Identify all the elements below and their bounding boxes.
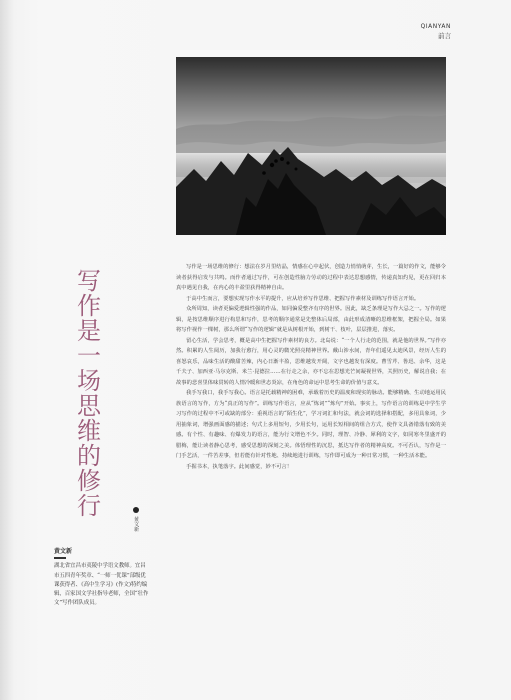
body-paragraph: 众所周知，读者更偏爱逻辑性强的作品，如同偏爱整齐有序的世界。因此，缺乏条理是写作大忌之一。写作的逻辑，是按思维顺序进行构思和写作，思考的顺序通常是先整体后局部，由此形成清晰的思维框架，把握全局。如果将写作视作一棵树，那么所谓“写作的逻辑”就是从树根开始，到树干、枝叶，层层推进，落实。 xyxy=(176,306,446,333)
article-title xyxy=(74,268,134,518)
section-label-zh: 前言 xyxy=(438,32,451,40)
body-paragraph: 手握书本，执笔落字。此间感觉，妙不可言！ xyxy=(186,463,293,470)
article-body xyxy=(176,262,446,472)
section-label-en: QIANYAN xyxy=(420,22,451,30)
page-header xyxy=(421,22,451,40)
bio-name-underline xyxy=(54,557,66,559)
byline-author: 黄文新 xyxy=(133,516,139,532)
bio-text: 湖北省宜昌市夷陵中学语文教师。宜昌市五四青年奖章、“一师一优课”部级优课获得者、《高中生学习》(作文)特约编辑，百家国文学社指导老师，全国“壮作文”写作团队成员。 xyxy=(54,563,149,607)
author-bio xyxy=(54,547,149,609)
bio-author-name: 黄文新 xyxy=(54,548,73,555)
mountain-landscape-photo xyxy=(176,57,446,235)
author-byline xyxy=(114,507,140,532)
mountain-photo-icon xyxy=(176,57,446,235)
body-paragraph: 写作是一场思维的修行：想法在岁月里结晶，情感在心中起伏，创造力悄悄萌芽，生长，一篇好的作文，能够令读者获得启发与共鸣。而作者通过写作，可在创造性脑力劳动的过程中表达思想感情，传递真知灼见，更在回归本真中遇见自我，在内心的丰盈里获得精神自由。 xyxy=(176,264,446,291)
article-title-text: 写作是一场思维的修行 xyxy=(72,268,101,518)
body-paragraph: 于高中生而言，要想实现写作水平的提升，应从培养写作思维、把握写作素材及训练写作语言开始。 xyxy=(186,295,420,302)
byline-dot-icon xyxy=(133,507,139,513)
body-paragraph: 我手写我口，我手写我心。语言是托载精神的困难，承载着历史的温度和现实的脉动。能够精确、生动地运用民族语言的写作，方为“真正的写作”。训练写作语言，应从“炼词”“炼句”开始。事实上，写作语言的训练是中学生学习写作的过程中不可或缺的部分：重视语言的“陌生化”，学习词汇和句法，就会词的选择和搭配，多用具象词，少用抽象词，增强画面感的描述；句式上多用短句，少用长句，运用长短相间的组合方式，使作文具备错落有致的美感。有个性、有趣味、有爆发力的语言，能为行文增色不少。同时，理智、冷静、犀利的文字，如同寒冬里盛开的腊梅，能让读者静心思考，感受思想的深刻之美。体悟理性的沉思，抵达写作者的精神高度。不可否认，写作是一门手艺活，一件苦差事，但若能有针对性地、持续地进行训练，写作即可成为一种日常习惯，一种生活本能。 xyxy=(176,390,446,459)
body-paragraph: 留心生活，学会思考，概是高中生把握写作素材的良方。北岛说：“一个人行走的范围，就是他的世界。”写作亦然。积累的人生阅历，加我行愈行，用心灵的微光照亮精神世界。戴山涉水间，青年们遥见太迪风景，经历人生的喜怒哀乐，品味生活的酸甜苦辣，内心日渐丰盈，思维越发开阔，文字也越发有深度。曹雪芹、鲁迅、余华，这是千夫子、加西亚·马尔克斯、米兰·昆德拉……在行走之余，亦不忘在思想光芒间凝视世界，关照历史，解说自我；在故事的悲喜里体味贯转的人情冷暖和世态炎凉，在角色的命运中思考生命的价值与意义。 xyxy=(176,337,446,386)
